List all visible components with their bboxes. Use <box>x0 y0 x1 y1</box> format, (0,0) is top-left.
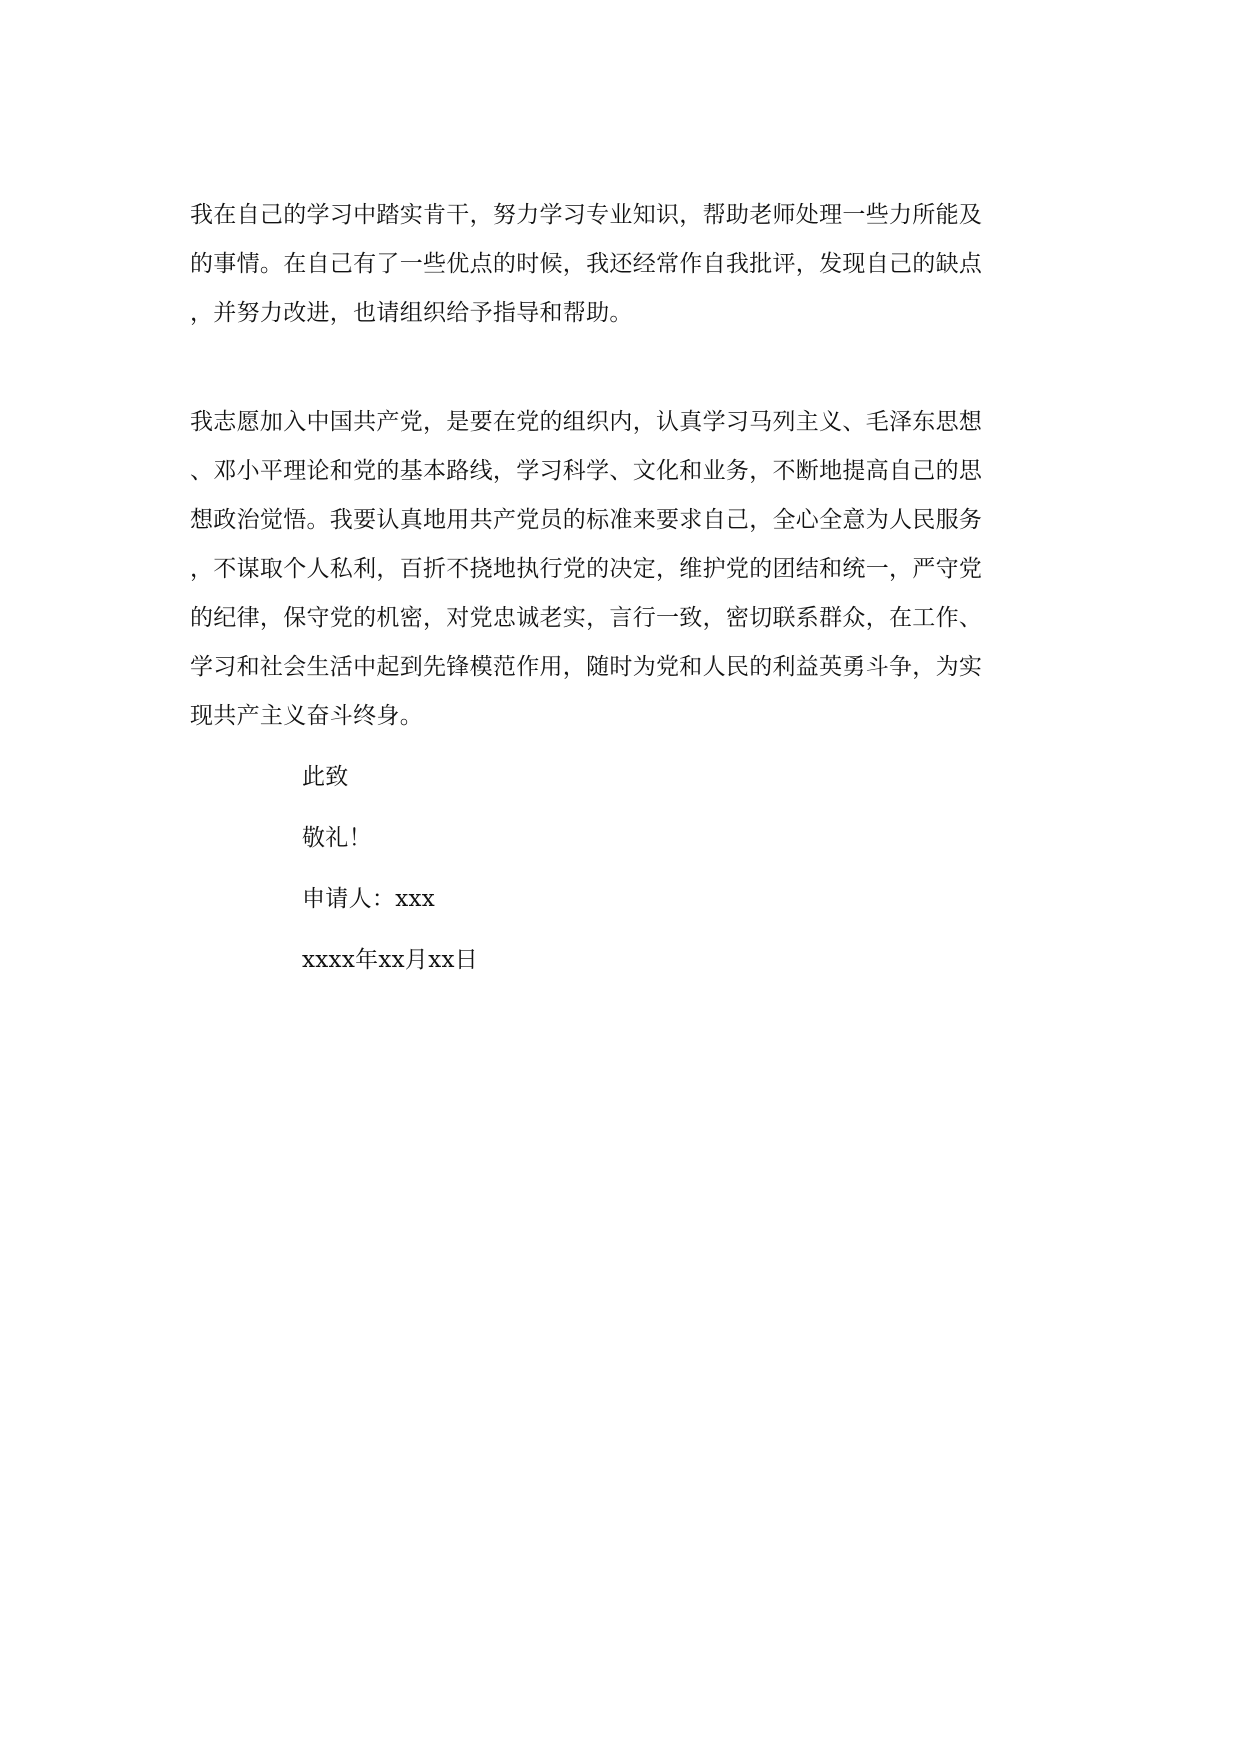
closing-salutation: 此致 <box>302 764 349 790</box>
paragraph-1-line-1: 我在自己的学习中踏实肯干，努力学习专业知识，帮助老师处理一些力所能及 <box>190 202 983 228</box>
paragraph-2-line-4: ，不谋取个人私利，百折不挠地执行党的决定，维护党的团结和统一，严守党 <box>190 556 983 582</box>
paragraph-2-line-6: 学习和社会生活中起到先锋模范作用，随时为党和人民的利益英勇斗争，为实 <box>190 654 983 680</box>
paragraph-2-line-5: 的纪律，保守党的机密，对党忠诚老实，言行一致，密切联系群众，在工作、 <box>190 605 983 631</box>
paragraph-2-line-1: 我志愿加入中国共产党，是要在党的组织内，认真学习马列主义、毛泽东思想 <box>190 409 983 435</box>
paragraph-1-line-3: ，并努力改进，也请组织给予指导和帮助。 <box>190 300 633 326</box>
paragraph-2-line-2: 、邓小平理论和党的基本路线，学习科学、文化和业务，不断地提高自己的思 <box>190 458 983 484</box>
applicant-signature: 申请人：xxx <box>302 886 436 912</box>
paragraph-2-line-3: 想政治觉悟。我要认真地用共产党员的标准来要求自己，全心全意为人民服务 <box>190 507 983 533</box>
paragraph-2-line-7: 现共产主义奋斗终身。 <box>190 703 423 729</box>
closing-regards: 敬礼！ <box>302 825 372 851</box>
application-date: xxxx年xx月xx日 <box>302 947 479 973</box>
paragraph-1-line-2: 的事情。在自己有了一些优点的时候，我还经常作自我批评，发现自己的缺点 <box>190 251 983 277</box>
